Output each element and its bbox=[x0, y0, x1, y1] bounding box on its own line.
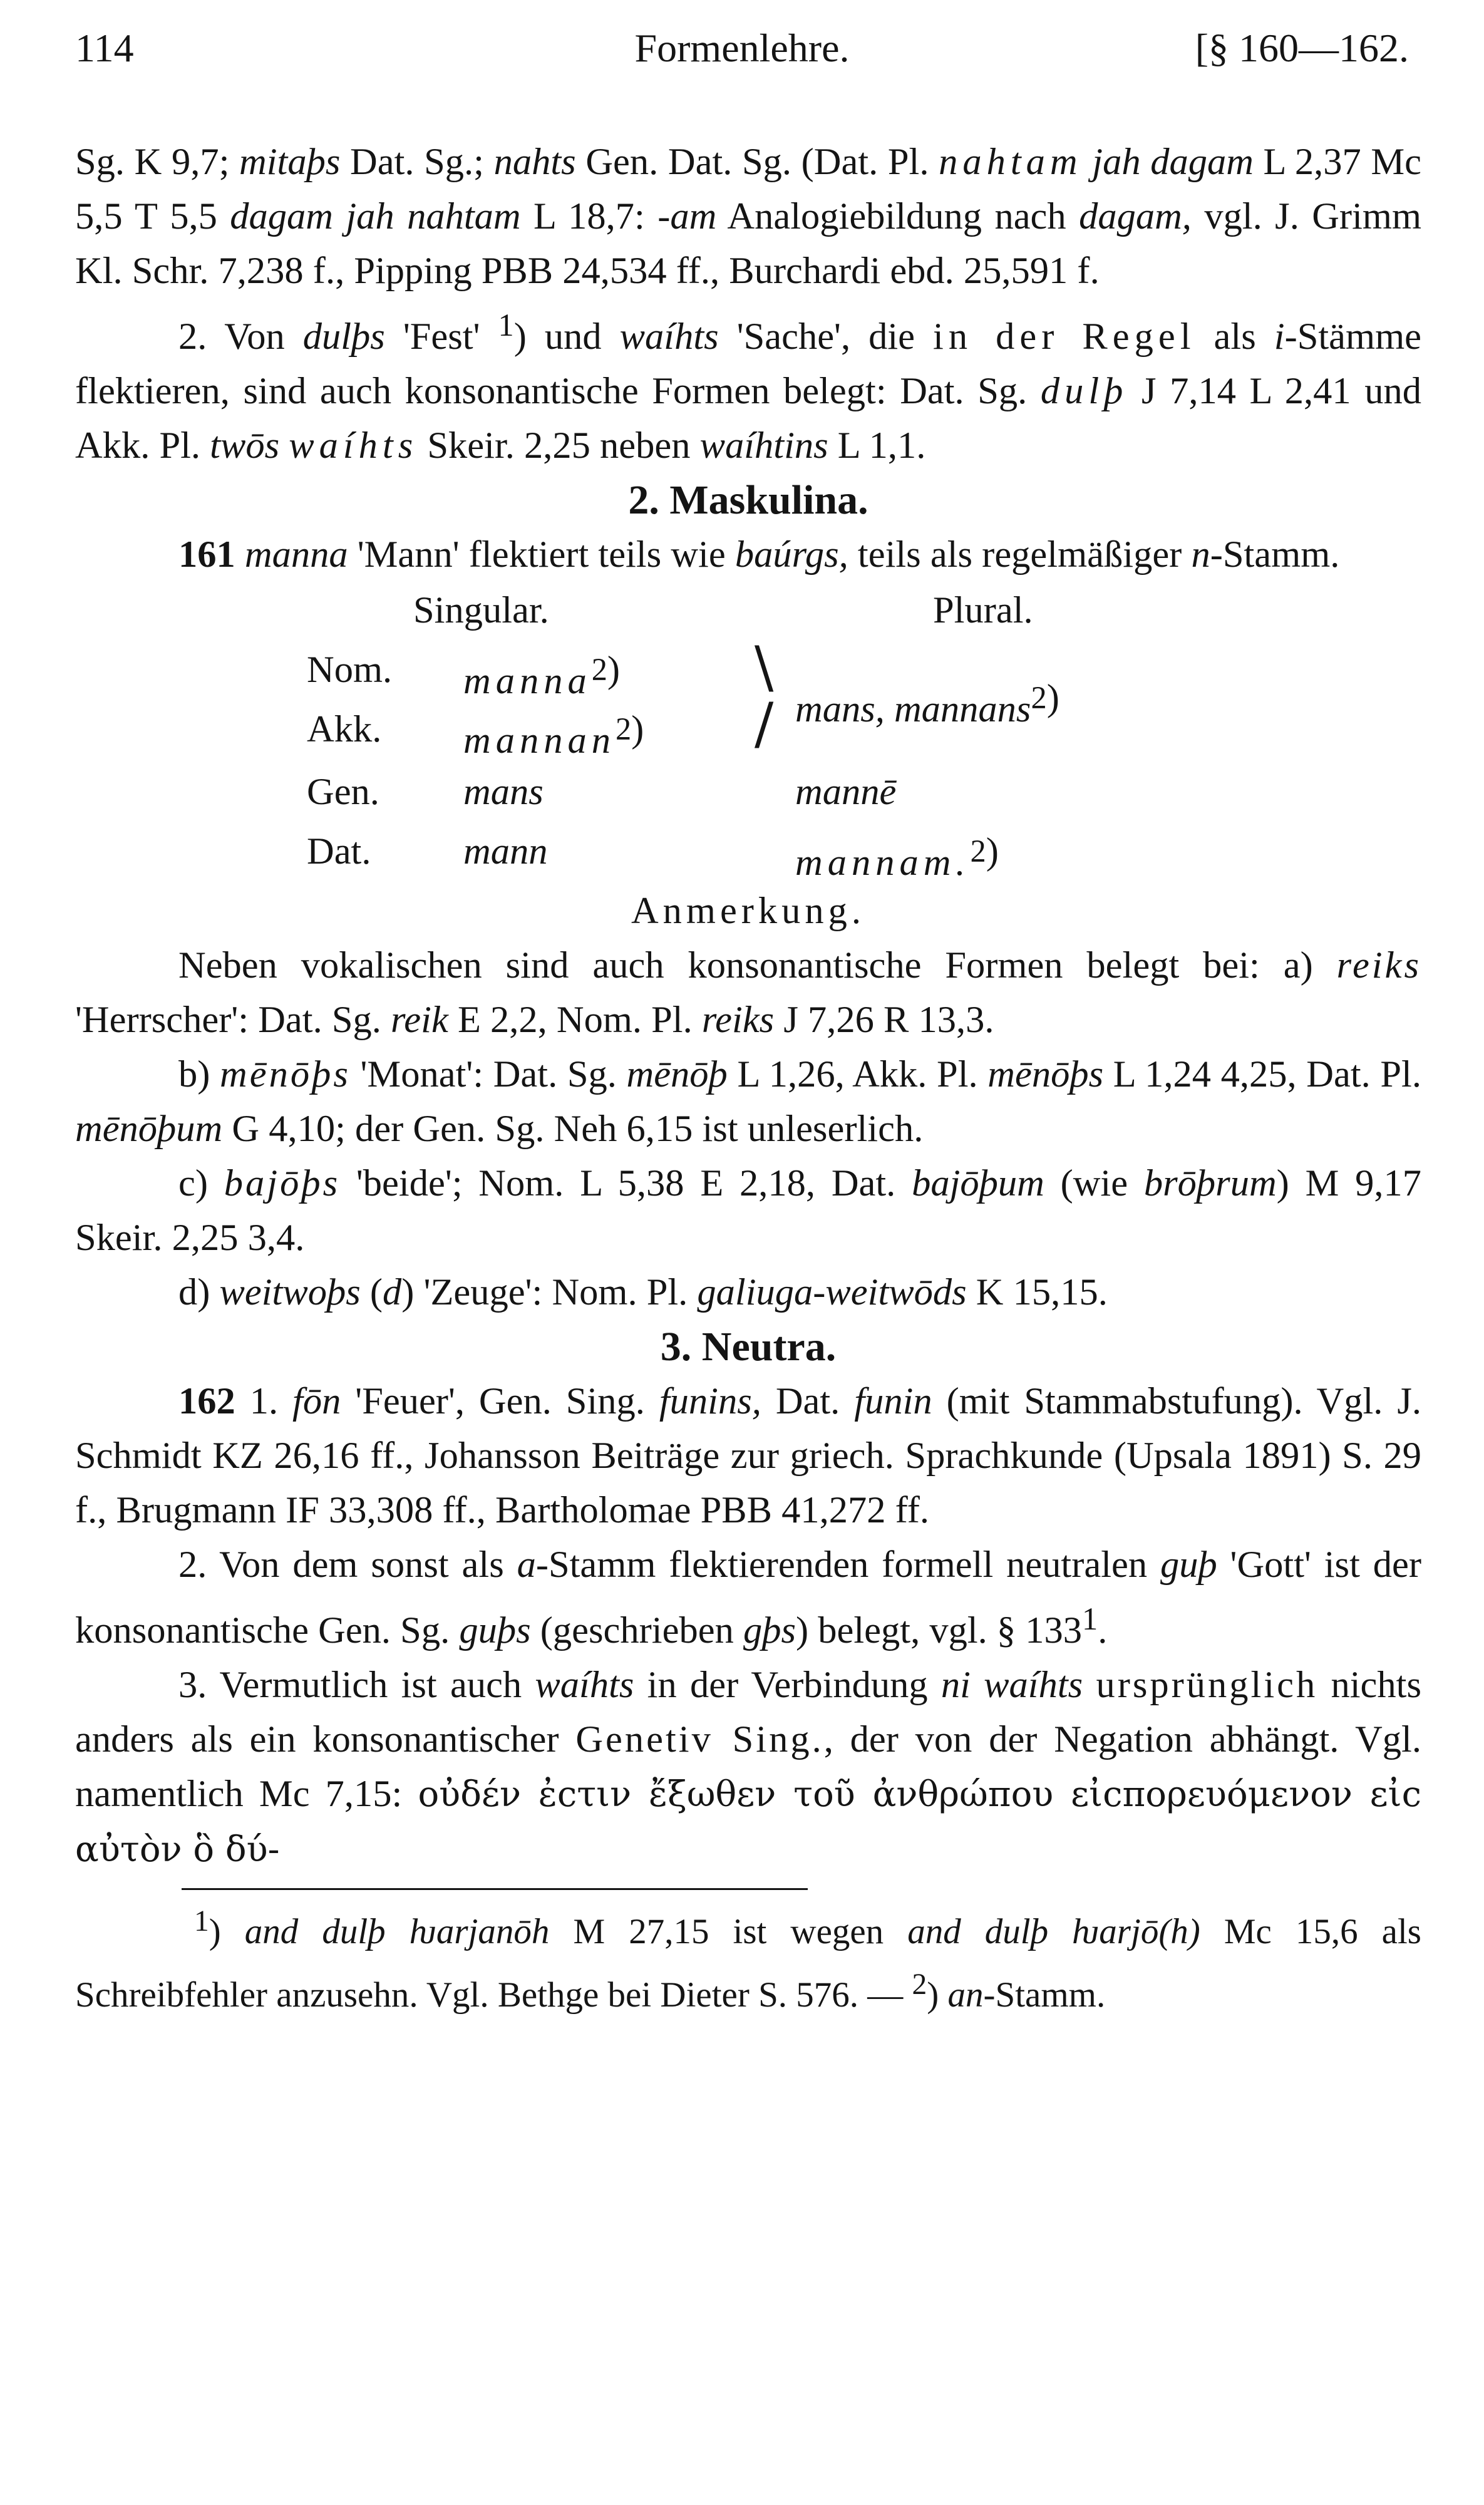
section-range: [§ 160—162. bbox=[1195, 26, 1409, 70]
page-body bbox=[75, 135, 1421, 2022]
anmerkung-a: Neben vokalischen sind auch konsonantische Formen belegt bei: a) reiks 'Herrscher': Dat. Sg. reik E 2,2, Nom. Pl. reiks J 7,26 R 13,3. bbox=[75, 944, 1421, 1041]
brace-bottom: / bbox=[755, 691, 774, 757]
form-gen-sg: mans bbox=[463, 771, 544, 813]
anmerkung-d: d) weitwoþs (d) 'Zeuge': Nom. Pl. galiuga-weitwōds K 15,15. bbox=[178, 1271, 1108, 1314]
paragraph-162-3: 3. Vermutlich ist auch waíhts in der Verbindung ni waíhts ursprünglich nichts anders als ein konsonantischer Genetiv Sing., der von der Negation abhängt. Vgl. namentlich Mc 7,15: οὐδέν ἐϲτιν ἔξωθεν τοῦ ἀνθρώπου εἰϲπορευόμενον εἰϲ αὐτὸν ὃ δύ- bbox=[75, 1664, 1421, 1871]
column-head-singular: Singular. bbox=[413, 589, 549, 632]
anmerkung-b: b) mēnōþs 'Monat': Dat. Sg. mēnōþ L 1,26, Akk. Pl. mēnōþs L 1,24 4,25, Dat. Pl. mēnōþum G 4,10; der Gen. Sg. Neh 6,15 ist unleserlich. bbox=[75, 1053, 1421, 1150]
form-dat-pl: mannam.$^2$ ) bbox=[795, 830, 999, 884]
case-gen: Gen. bbox=[307, 771, 379, 813]
running-title: Formenlehre. bbox=[634, 26, 850, 70]
paradigm-table bbox=[75, 583, 1421, 884]
paragraph-160-continuation: Sg. K 9,7; mitaþs Dat. Sg.; nahts Gen. Dat. Sg. (Dat. Pl. nahtam jah dagam L 2,37 Mc 5,5 T 5,5 dagam jah nahtam L 18,7: -am Analogiebildung nach dagam, vgl. J. Grimm Kl. Schr. 7,238 f., Pipping PBB 24,534 ff., Burchardi ebd. 25,591 f. bbox=[75, 141, 1422, 292]
case-nom: Nom. bbox=[307, 649, 393, 691]
paragraph-160-2: 2. Von dulþs 'Fest' $^1$) und waíhts 'Sache', die in der Regel als i-Stämme flektieren, sind auch konsonantische Formen belegt: Dat. Sg. dulþ J 7,14 L 2,41 und Akk. Pl. twōs waíhts Skeir. 2,25 neben waíhtins L 1,1. bbox=[75, 307, 1422, 467]
section-heading-maskulina: 2. Maskulina. bbox=[628, 477, 868, 524]
case-dat: Dat. bbox=[307, 830, 371, 873]
footnote-1: $^1$) and dulþ ƕarjanōh M 27,15 ist wegen and dulþ ƕarjō(h) Mc 15,6 als Schreibfehler anzusehn. Vgl. Bethge bei Dieter S. 576. — $^2$) an-Stamm. bbox=[75, 1905, 1421, 2015]
anmerkung-c: c) bajōþs 'beide'; Nom. L 5,38 E 2,18, Dat. bajōþum (wie brōþrum) M 9,17 Skeir. 2,25 3,4. bbox=[75, 1162, 1422, 1259]
paragraph-162-2: 2. Von dem sonst als a-Stamm flektierenden formell neutralen guþ 'Gott' ist der konsonantische Gen. Sg. guþs (geschrieben gþs) belegt, vgl. § $133^1$. bbox=[75, 1544, 1421, 1652]
form-dat-sg: mann bbox=[463, 830, 548, 873]
form-nom-akk-pl: mans, mannans$^2$ ) bbox=[795, 677, 1059, 731]
paragraph-162-1: 162 1. fōn 'Feuer', Gen. Sing. funins, Dat. funin (mit Stammabstufung). Vgl. J. Schmidt KZ 26,16 ff., Johansson Beiträge zur griech. Sprachkunde (Upsala 1891) S. 29 f., Brugmann IF 33,308 ff., Bartholomae PBB 41,272 ff. bbox=[75, 1380, 1422, 1532]
paragraph-161: 161 manna 'Mann' flektiert teils wie baúrgs, teils als regelmäßiger n-Stamm. bbox=[178, 534, 1340, 576]
anmerkung-heading: Anmerkung. bbox=[631, 890, 866, 932]
form-akk-sg: mannan$^2$ ) bbox=[463, 708, 644, 762]
page-number: 114 bbox=[75, 26, 134, 70]
section-heading-neutra: 3. Neutra. bbox=[660, 1324, 837, 1370]
footnote-rule bbox=[182, 1888, 808, 1890]
form-gen-pl: mannē bbox=[795, 771, 897, 813]
form-nom-sg: manna$^2$ ) bbox=[463, 649, 621, 703]
running-header bbox=[50, 25, 1434, 94]
column-head-plural: Plural. bbox=[933, 589, 1033, 632]
case-akk: Akk. bbox=[307, 708, 382, 751]
brace-top: \ bbox=[755, 634, 774, 701]
